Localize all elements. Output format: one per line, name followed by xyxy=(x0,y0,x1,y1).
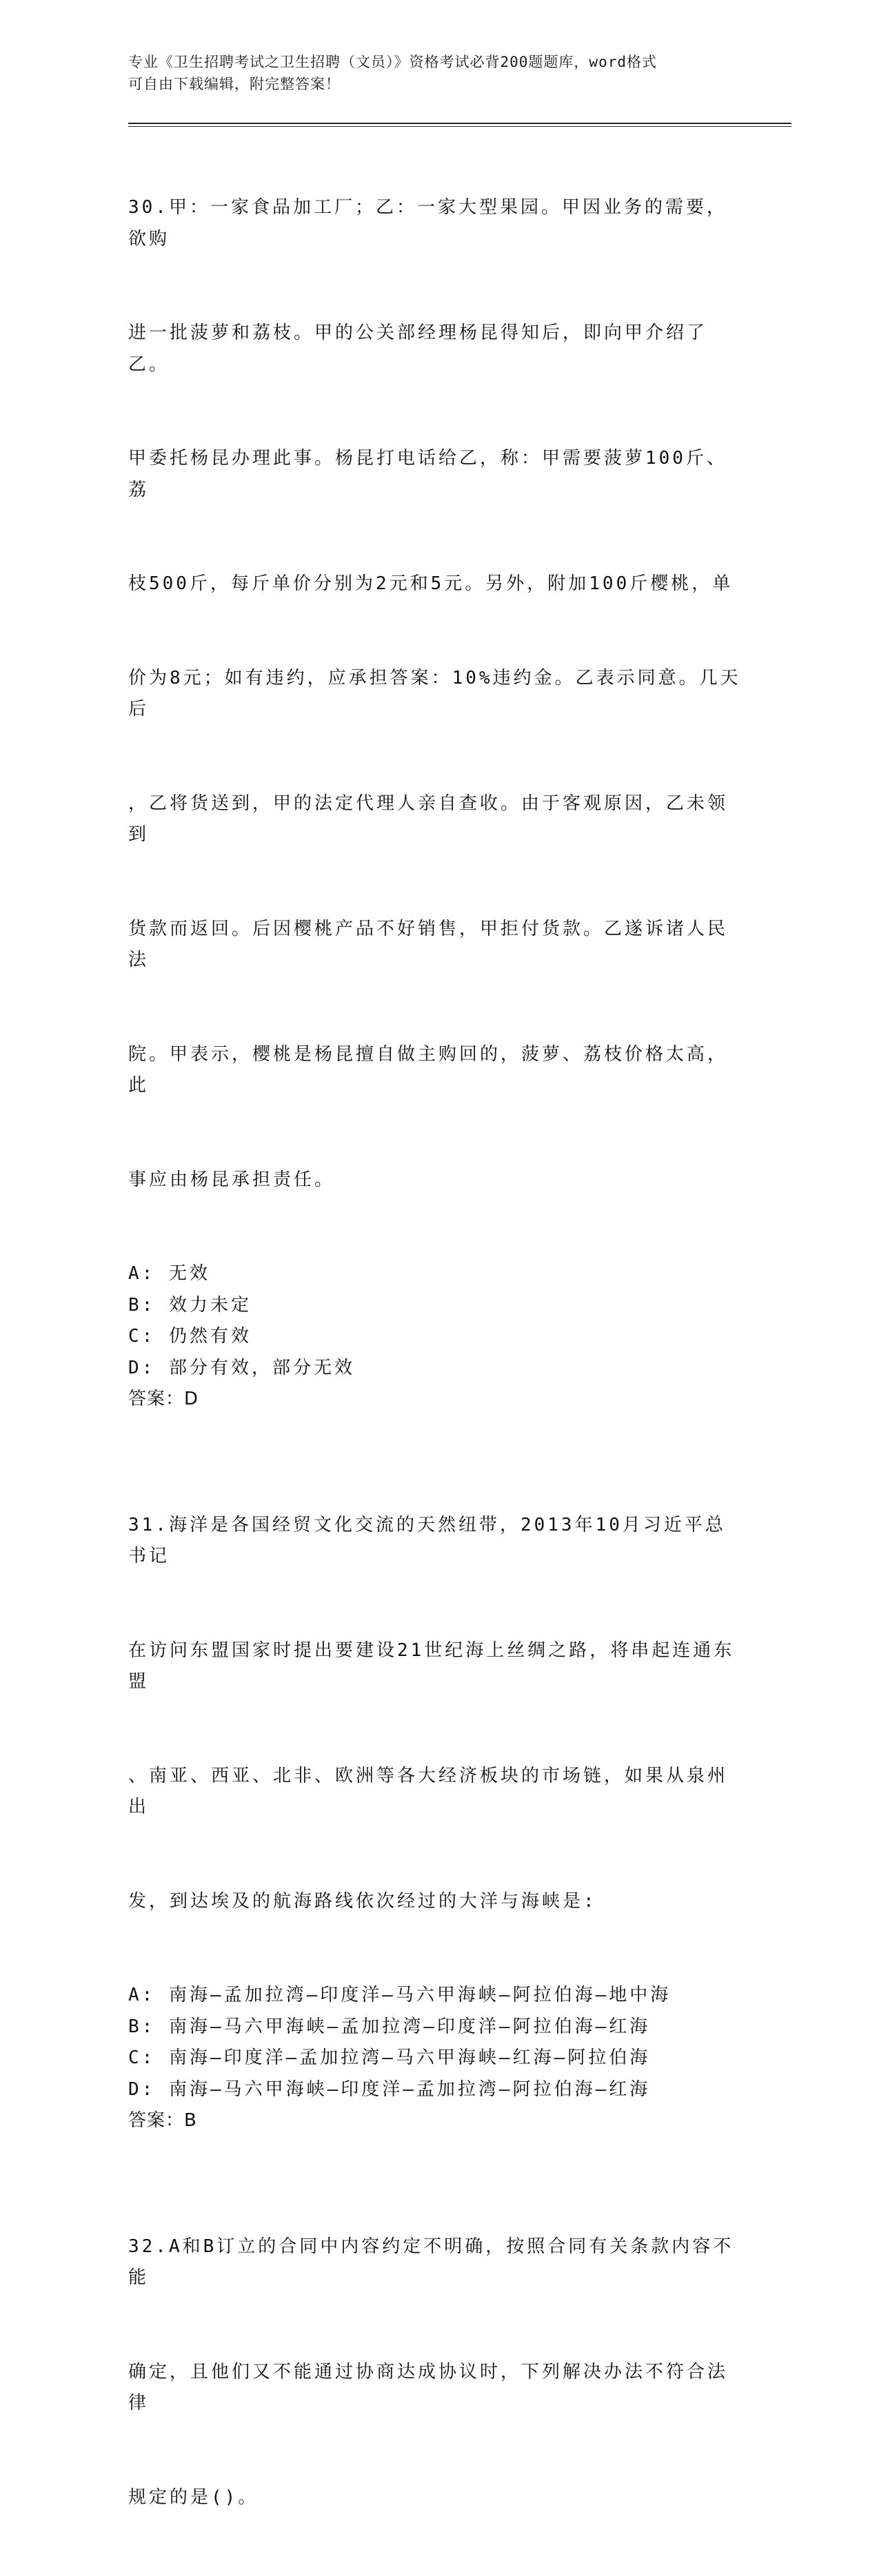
answer-key: 答案：B xyxy=(128,2105,742,2137)
stem-line: 事应由杨昆承担责任。 xyxy=(128,1165,742,1196)
option-b: B: 效力未定 xyxy=(128,1290,742,1322)
question-list xyxy=(128,130,742,2576)
stem-line: 规定的是()。 xyxy=(128,2482,742,2514)
option-c: C: 南海—印度洋—孟加拉湾—马六甲海峡—红海—阿拉伯海 xyxy=(128,2043,742,2074)
stem-line: 在访问东盟国家时提出要建设21世纪海上丝绸之路，将串起连通东盟 xyxy=(128,1635,742,1698)
stem-line: 32.A和B订立的合同中内容约定不明确，按照合同有关条款内容不能 xyxy=(128,2231,742,2294)
question-32 xyxy=(128,2169,742,2576)
header-divider-thin xyxy=(128,126,791,127)
option-a: A: 南海—孟加拉湾—印度洋—马六甲海峡—阿拉伯海—地中海 xyxy=(128,1980,742,2012)
stem-line: ，乙将货送到，甲的法定代理人亲自查收。由于客观原因，乙未领到 xyxy=(128,788,742,851)
question-stem xyxy=(128,130,742,1258)
option-d: D: 部分有效，部分无效 xyxy=(128,1353,742,1384)
header-line-1: 专业《卫生招聘考试之卫生招聘（文员）》资格考试必背200题题库，word格式 xyxy=(128,51,735,73)
question-31 xyxy=(128,1447,742,2137)
question-stem xyxy=(128,2169,742,2576)
question-stem xyxy=(128,1447,742,1981)
document-page xyxy=(0,0,879,1137)
header-divider xyxy=(128,123,791,124)
question-spacer xyxy=(128,2137,742,2169)
option-a: A: 无效 xyxy=(128,1258,742,1290)
answer-key: 答案：D xyxy=(128,1384,742,1415)
option-b: B: 南海—马六甲海峡—孟加拉湾—印度洋—阿拉伯海—红海 xyxy=(128,2012,742,2043)
stem-line: 枝500斤，每斤单价分别为2元和5元。另外，附加100斤樱桃，单 xyxy=(128,569,742,600)
stem-line: 、南亚、西亚、北非、欧洲等各大经济板块的市场链，如果从泉州出 xyxy=(128,1761,742,1823)
option-c: C: 仍然有效 xyxy=(128,1321,742,1353)
stem-line: 确定，且他们又不能通过协商达成协议时，下列解决办法不符合法律 xyxy=(128,2357,742,2420)
stem-line: 货款而返回。后因樱桃产品不好销售，甲拒付货款。乙遂诉诸人民法 xyxy=(128,914,742,977)
header-line-2: 可自由下载编辑，附完整答案！ xyxy=(128,73,735,95)
page-header xyxy=(128,51,735,95)
question-spacer xyxy=(128,1415,742,1447)
stem-line: 甲委托杨昆办理此事。杨昆打电话给乙，称：甲需要菠萝100斤、荔 xyxy=(128,443,742,506)
question-30 xyxy=(128,130,742,1415)
stem-line: 31.海洋是各国经贸文化交流的天然纽带，2013年10月习近平总书记 xyxy=(128,1510,742,1573)
stem-line: 发，到达埃及的航海路线依次经过的大洋与海峡是: xyxy=(128,1886,742,1918)
stem-line: 价为8元；如有违约，应承担答案：10%违约金。乙表示同意。几天后 xyxy=(128,663,742,726)
option-d: D: 南海—马六甲海峡—印度洋—孟加拉湾—阿拉伯海—红海 xyxy=(128,2074,742,2106)
stem-line: 院。甲表示，樱桃是杨昆擅自做主购回的，菠萝、荔枝价格太高，此 xyxy=(128,1039,742,1102)
stem-line: 30.甲：一家食品加工厂；乙：一家大型果园。甲因业务的需要，欲购 xyxy=(128,192,742,255)
stem-line: 进一批菠萝和荔枝。甲的公关部经理杨昆得知后，即向甲介绍了乙。 xyxy=(128,318,742,380)
